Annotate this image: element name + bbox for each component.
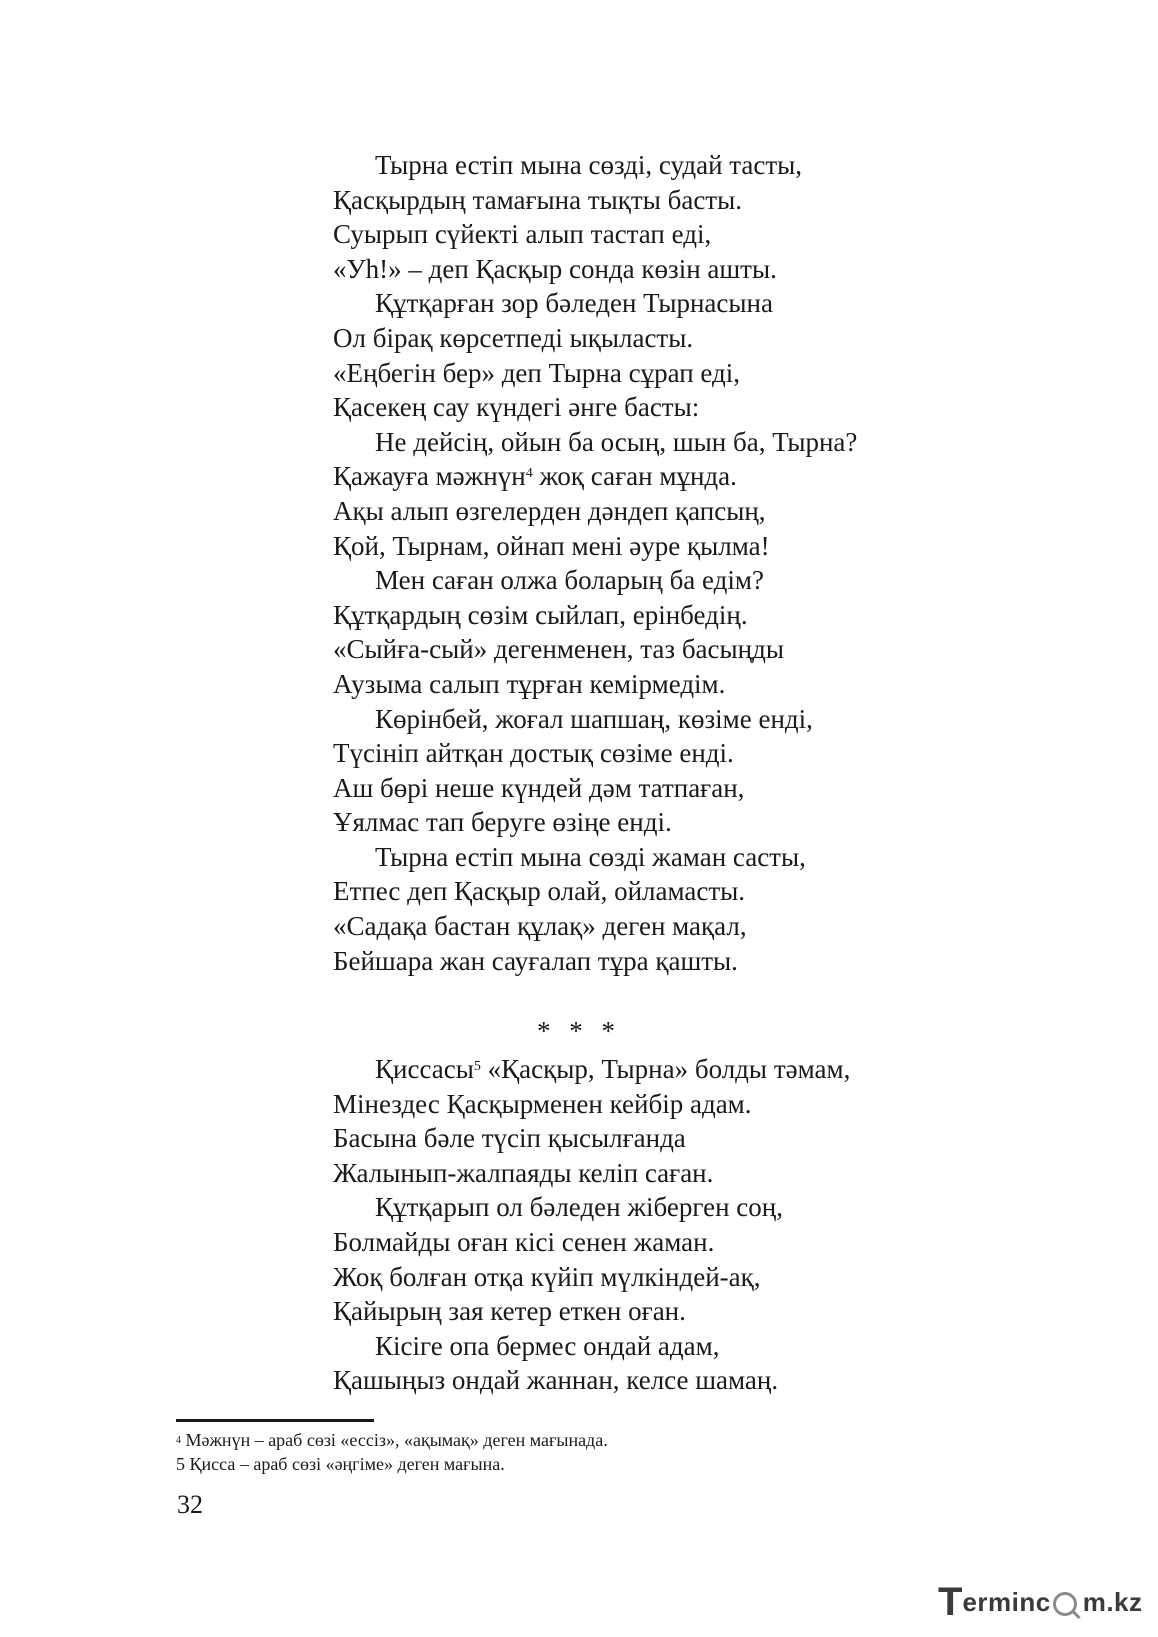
poem-line: Суырып сүйекті алып тастап еді, — [333, 219, 712, 250]
footnotes — [176, 1428, 976, 1476]
section-separator: * * * — [537, 1016, 621, 1046]
footnote-ref-4: 4 — [525, 466, 533, 482]
poem-line: «Сыйға-сый» дегенменен, таз басыңды — [333, 634, 784, 665]
poem-line: Ол бірақ көрсетпеді ықыласты. — [333, 322, 694, 353]
poem-line: Не дейсің, ойын ба осың, шын ба, Тырна? — [375, 426, 858, 457]
poem-line: Түсініп айтқан достық сөзіме енді. — [333, 738, 734, 769]
footnote-divider — [176, 1419, 374, 1422]
poem-line: Мен саған олжа боларың ба едім? — [375, 565, 764, 596]
poem-line: Мінездес Қасқырменен кейбір адам. — [333, 1088, 752, 1119]
poem-line: Жалынып-жалпаяды келіп саған. — [333, 1157, 714, 1188]
footnote-ref-5: 5 — [473, 1059, 481, 1074]
footnote-number: 4 — [176, 1435, 181, 1446]
poem-line: Көрінбей, жоғал шапшаң, көзіме енді, — [375, 703, 813, 734]
poem-part-2 — [333, 1052, 973, 1398]
poem-line: Қой, Тырнам, ойнап мені әуре қылма! — [333, 530, 770, 561]
poem-line: Кісіге опа бермес ондай адам, — [375, 1330, 720, 1361]
poem-line-part: жоқ саған мұнда. — [539, 461, 737, 492]
poem-line: «Уһ!» – деп Қасқыр сонда көзін ашты. — [333, 253, 777, 284]
page-number: 32 — [177, 1490, 203, 1519]
magnifier-icon — [1053, 1592, 1077, 1616]
poem-line: Тырна естіп мына сөзді жаман састы, — [375, 841, 806, 872]
poem-line: Етпес деп Қасқыр олай, ойламасты. — [333, 876, 746, 907]
poem-line-with-footnote — [333, 1052, 973, 1087]
poem-line: Құтқардың сөзім сыйлап, ерінбедің. — [333, 599, 748, 630]
poem-line: Қашыңыз ондай жаннан, келсе шамаң. — [333, 1365, 779, 1396]
poem-line: Аузыма салып тұрған кемірмедім. — [333, 668, 726, 699]
poem-line: Қасқырдың тамағына тықты басты. — [333, 184, 742, 215]
footnote-4 — [176, 1428, 976, 1452]
poem-line-part: Қажауға мәжнүн — [333, 461, 526, 492]
watermark-letter: T — [938, 1579, 963, 1624]
footnote-text: Мәжнүн – араб сөзі «ессіз», «ақымақ» деген мағынада. — [181, 1430, 608, 1450]
poem-line: Жоқ болған отқа күйіп мүлкіндей-ақ, — [333, 1261, 761, 1292]
poem-line: Қасекең сау күндегі әнге басты: — [333, 392, 700, 423]
poem-part-1 — [333, 148, 973, 978]
poem-line-with-footnote — [333, 459, 973, 494]
poem-line: Қайырың зая кетер еткен оған. — [333, 1296, 686, 1327]
poem-line: Болмайды оған кісі сенен жаман. — [333, 1226, 715, 1257]
poem-line: Ұялмас тап беруге өзіңе енді. — [333, 807, 672, 838]
poem-line: Құтқарған зор бәледен Тырнасына — [375, 288, 773, 319]
poem-line: «Садақа бастан құлақ» деген мақал, — [333, 911, 747, 942]
terminkom-watermark-logo — [938, 1579, 1143, 1624]
poem-line-part: «Қасқыр, Тырна» болды тәмам, — [480, 1054, 851, 1084]
watermark-text: erminc — [962, 1586, 1051, 1617]
poem-line-part: Қиссасы — [375, 1054, 474, 1084]
poem-line: Басына бәле түсіп қысылғанда — [333, 1123, 686, 1154]
footnote-5: 5 Қисса – араб сөзі «әңгіме» деген мағына. — [176, 1454, 505, 1474]
poem-line: Ақы алып өзгелерден дәндеп қапсың, — [333, 495, 766, 526]
poem-line: Бейшара жан сауғалап тұра қашты. — [333, 945, 738, 976]
poem-line: Тырна естіп мына сөзді, судай тасты, — [375, 150, 803, 180]
poem-line: Құтқарып ол бәледен жіберген соң, — [375, 1192, 783, 1223]
poem-line: «Еңбегін бер» деп Тырна сұрап еді, — [333, 357, 741, 388]
watermark-text: m.kz — [1082, 1586, 1143, 1617]
poem-line: Аш бөрі неше күндей дәм татпаған, — [333, 772, 745, 803]
